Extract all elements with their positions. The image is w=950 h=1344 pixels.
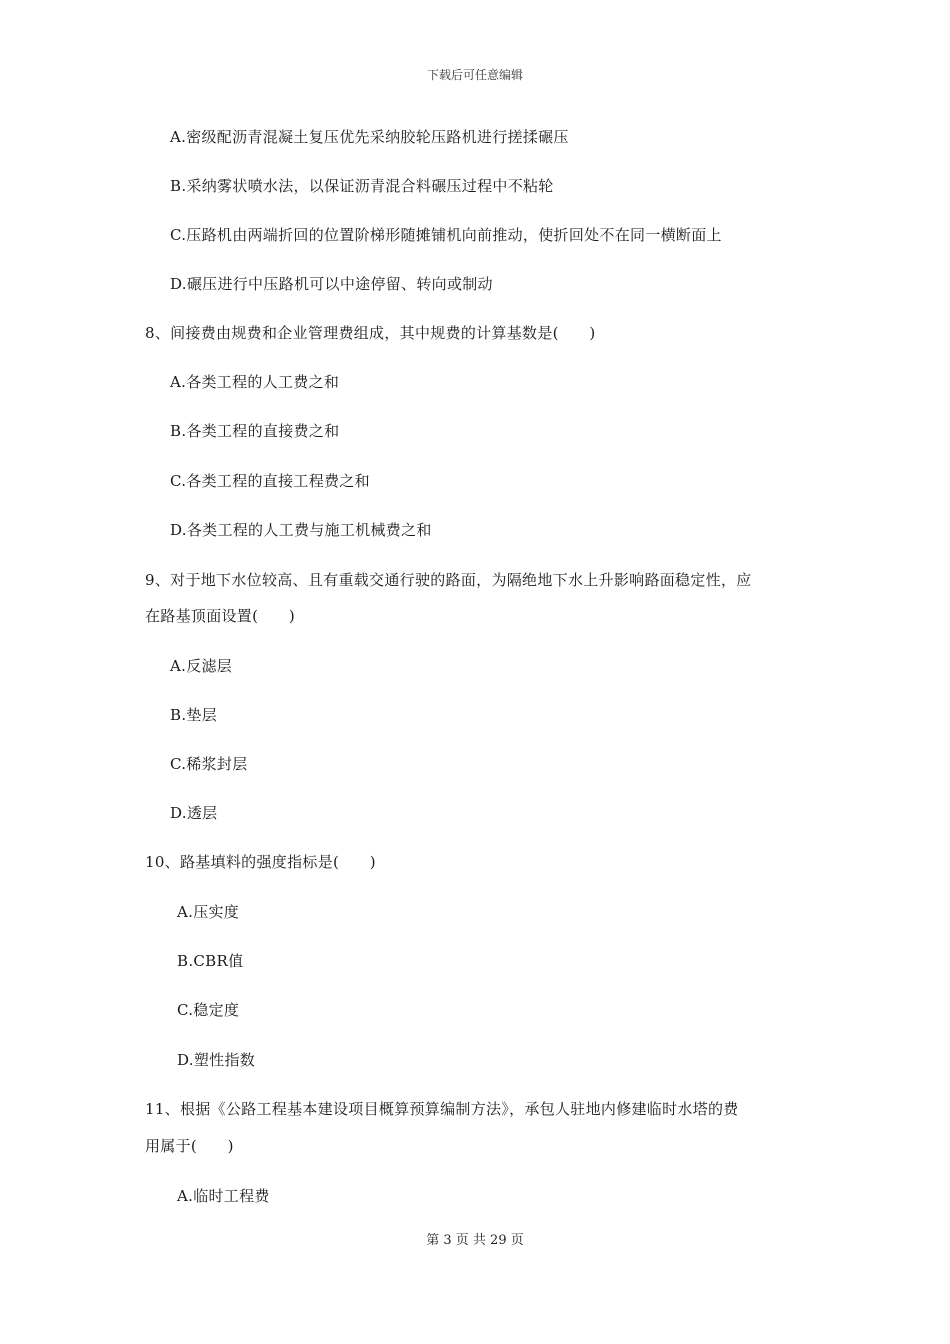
- option-line: C.压路机由两端折回的位置阶梯形随摊铺机向前推动，使折回处不在同一横断面上: [170, 226, 722, 244]
- option-line: D.透层: [170, 804, 218, 822]
- option-line: A.临时工程费: [177, 1187, 270, 1205]
- option-line: D.各类工程的人工费与施工机械费之和: [170, 521, 432, 539]
- option-line: C.稀浆封层: [170, 755, 248, 773]
- question-line: 8、间接费由规费和企业管理费组成，其中规费的计算基数是( ): [145, 324, 596, 342]
- option-line: A.压实度: [177, 903, 240, 921]
- option-line: A.密级配沥青混凝土复压优先采纳胶轮压路机进行搓揉碾压: [170, 128, 569, 146]
- question-line: 9、对于地下水位较高、且有重载交通行驶的路面，为隔绝地下水上升影响路面稳定性，应: [145, 571, 752, 589]
- page-header: 下载后可任意编辑: [426, 68, 523, 82]
- option-line: B.CBR值: [177, 952, 244, 970]
- option-line: C.各类工程的直接工程费之和: [170, 472, 370, 490]
- question-line: 用属于( ): [145, 1137, 234, 1155]
- option-line: B.垫层: [170, 706, 217, 724]
- question-line: 在路基顶面设置( ): [145, 607, 296, 625]
- option-line: A.各类工程的人工费之和: [170, 373, 340, 391]
- option-line: C.稳定度: [177, 1001, 240, 1019]
- option-line: B.各类工程的直接费之和: [170, 422, 340, 440]
- option-line: D.碾压进行中压路机可以中途停留、转向或制动: [170, 275, 493, 293]
- option-line: A.反滤层: [170, 657, 233, 675]
- question-line: 10、路基填料的强度指标是( ): [145, 853, 376, 871]
- page-footer: 第 3 页 共 29 页: [426, 1233, 524, 1248]
- option-line: B.采纳雾状喷水法，以保证沥青混合料碾压过程中不粘轮: [170, 177, 554, 195]
- option-line: D.塑性指数: [177, 1051, 256, 1069]
- question-line: 11、根据《公路工程基本建设项目概算预算编制方法》，承包人驻地内修建临时水塔的费: [145, 1100, 739, 1118]
